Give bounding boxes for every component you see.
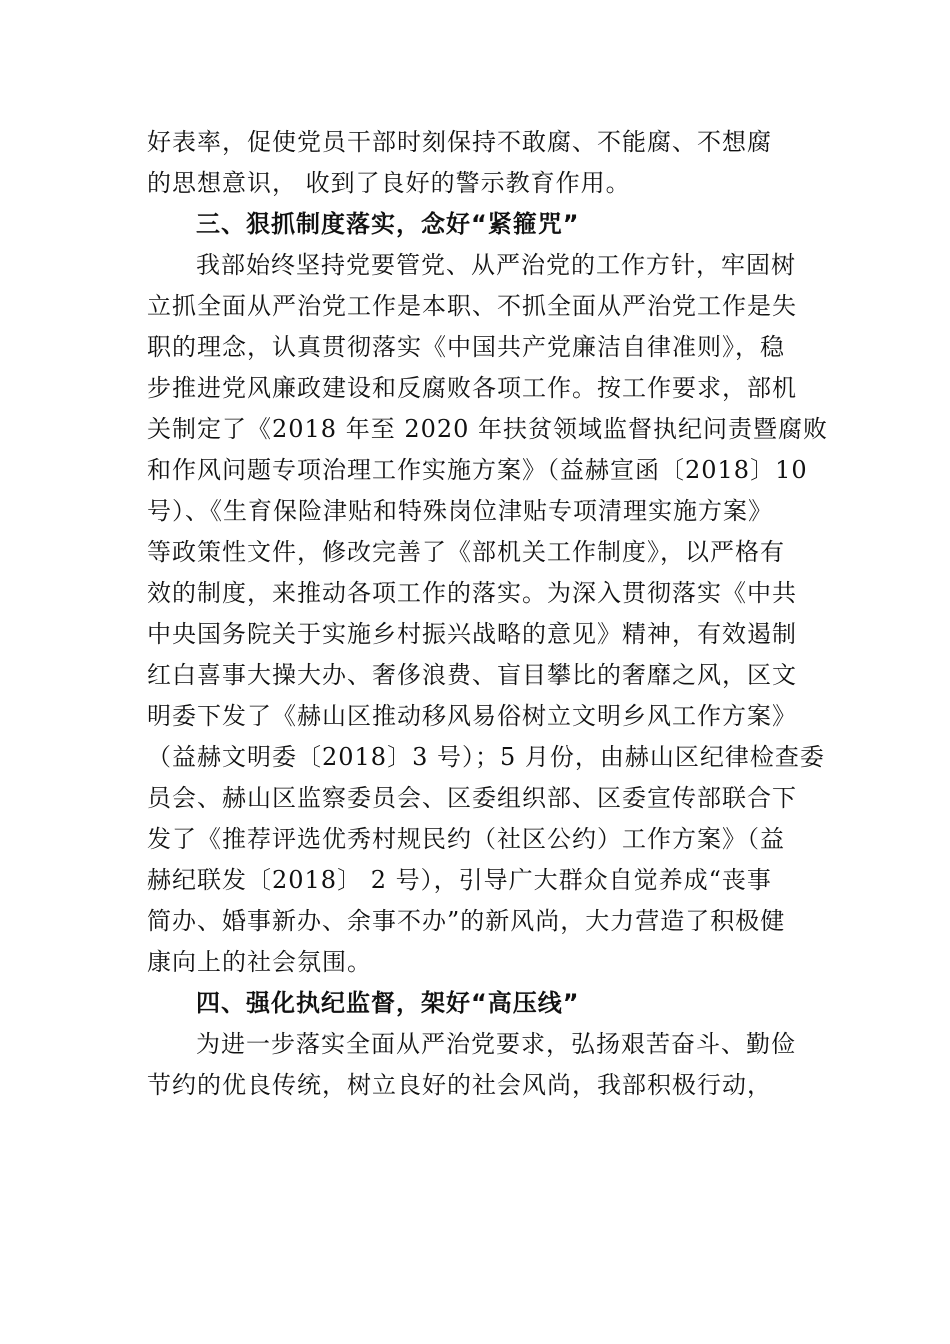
- section-heading-3: 三、狠抓制度落实，念好“紧箍咒”: [196, 210, 580, 238]
- text-line: 关制定了《2018 年至 2020 年扶贫领域监督执纪问责暨腐败: [147, 415, 829, 443]
- text-line: 赫纪联发〔2018〕 2 号），引导广大群众自觉养成“丧事: [147, 866, 772, 894]
- text-line: 等政策性文件，修改完善了《部机关工作制度》，以严格有: [147, 538, 785, 566]
- text-line: 发了《推荐评选优秀村规民约（社区公约）工作方案》（益: [147, 825, 785, 853]
- text-line: 号）、《生育保险津贴和特殊岗位津贴专项清理实施方案》: [147, 497, 773, 525]
- text-line: 效的制度，来推动各项工作的落实。为深入贯彻落实《中共: [147, 579, 797, 607]
- text-line: 我部始终坚持党要管党、从严治党的工作方针，牢固树: [196, 251, 796, 279]
- text-line: 中央国务院关于实施乡村振兴战略的意见》精神，有效遏制: [147, 620, 797, 648]
- text-line: （益赫文明委〔2018〕3 号）；5 月份，由赫山区纪律检查委: [147, 743, 825, 771]
- text-line: 立抓全面从严治党工作是本职、不抓全面从严治党工作是失: [147, 292, 797, 320]
- text-line: 明委下发了《赫山区推动移风易俗树立文明乡风工作方案》: [147, 702, 797, 730]
- text-line: 员会、赫山区监察委员会、区委组织部、区委宣传部联合下: [147, 784, 797, 812]
- text-line: 简办、婚事新办、余事不办”的新风尚，大力营造了积极健: [147, 907, 786, 935]
- text-line: 为进一步落实全面从严治党要求，弘扬艰苦奋斗、勤俭: [196, 1030, 796, 1058]
- text-line: 红白喜事大操大办、奢侈浪费、盲目攀比的奢靡之风，区文: [147, 661, 797, 689]
- text-line: 好表率，促使党员干部时刻保持不敢腐、不能腐、不想腐: [147, 128, 772, 156]
- text-line: 步推进党风廉政建设和反腐败各项工作。按工作要求，部机: [147, 374, 797, 402]
- text-line: 和作风问题专项治理工作实施方案》（益赫宣函〔2018〕10: [147, 456, 808, 484]
- text-line: 职的理念，认真贯彻落实《中国共产党廉洁自律准则》，稳: [147, 333, 785, 361]
- text-line: 康向上的社会氛围。: [147, 948, 372, 976]
- section-heading-4: 四、强化执纪监督，架好“高压线”: [196, 989, 580, 1017]
- text-line: 节约的优良传统，树立良好的社会风尚，我部积极行动，: [147, 1071, 772, 1099]
- text-line: 的思想意识， 收到了良好的警示教育作用。: [147, 169, 631, 197]
